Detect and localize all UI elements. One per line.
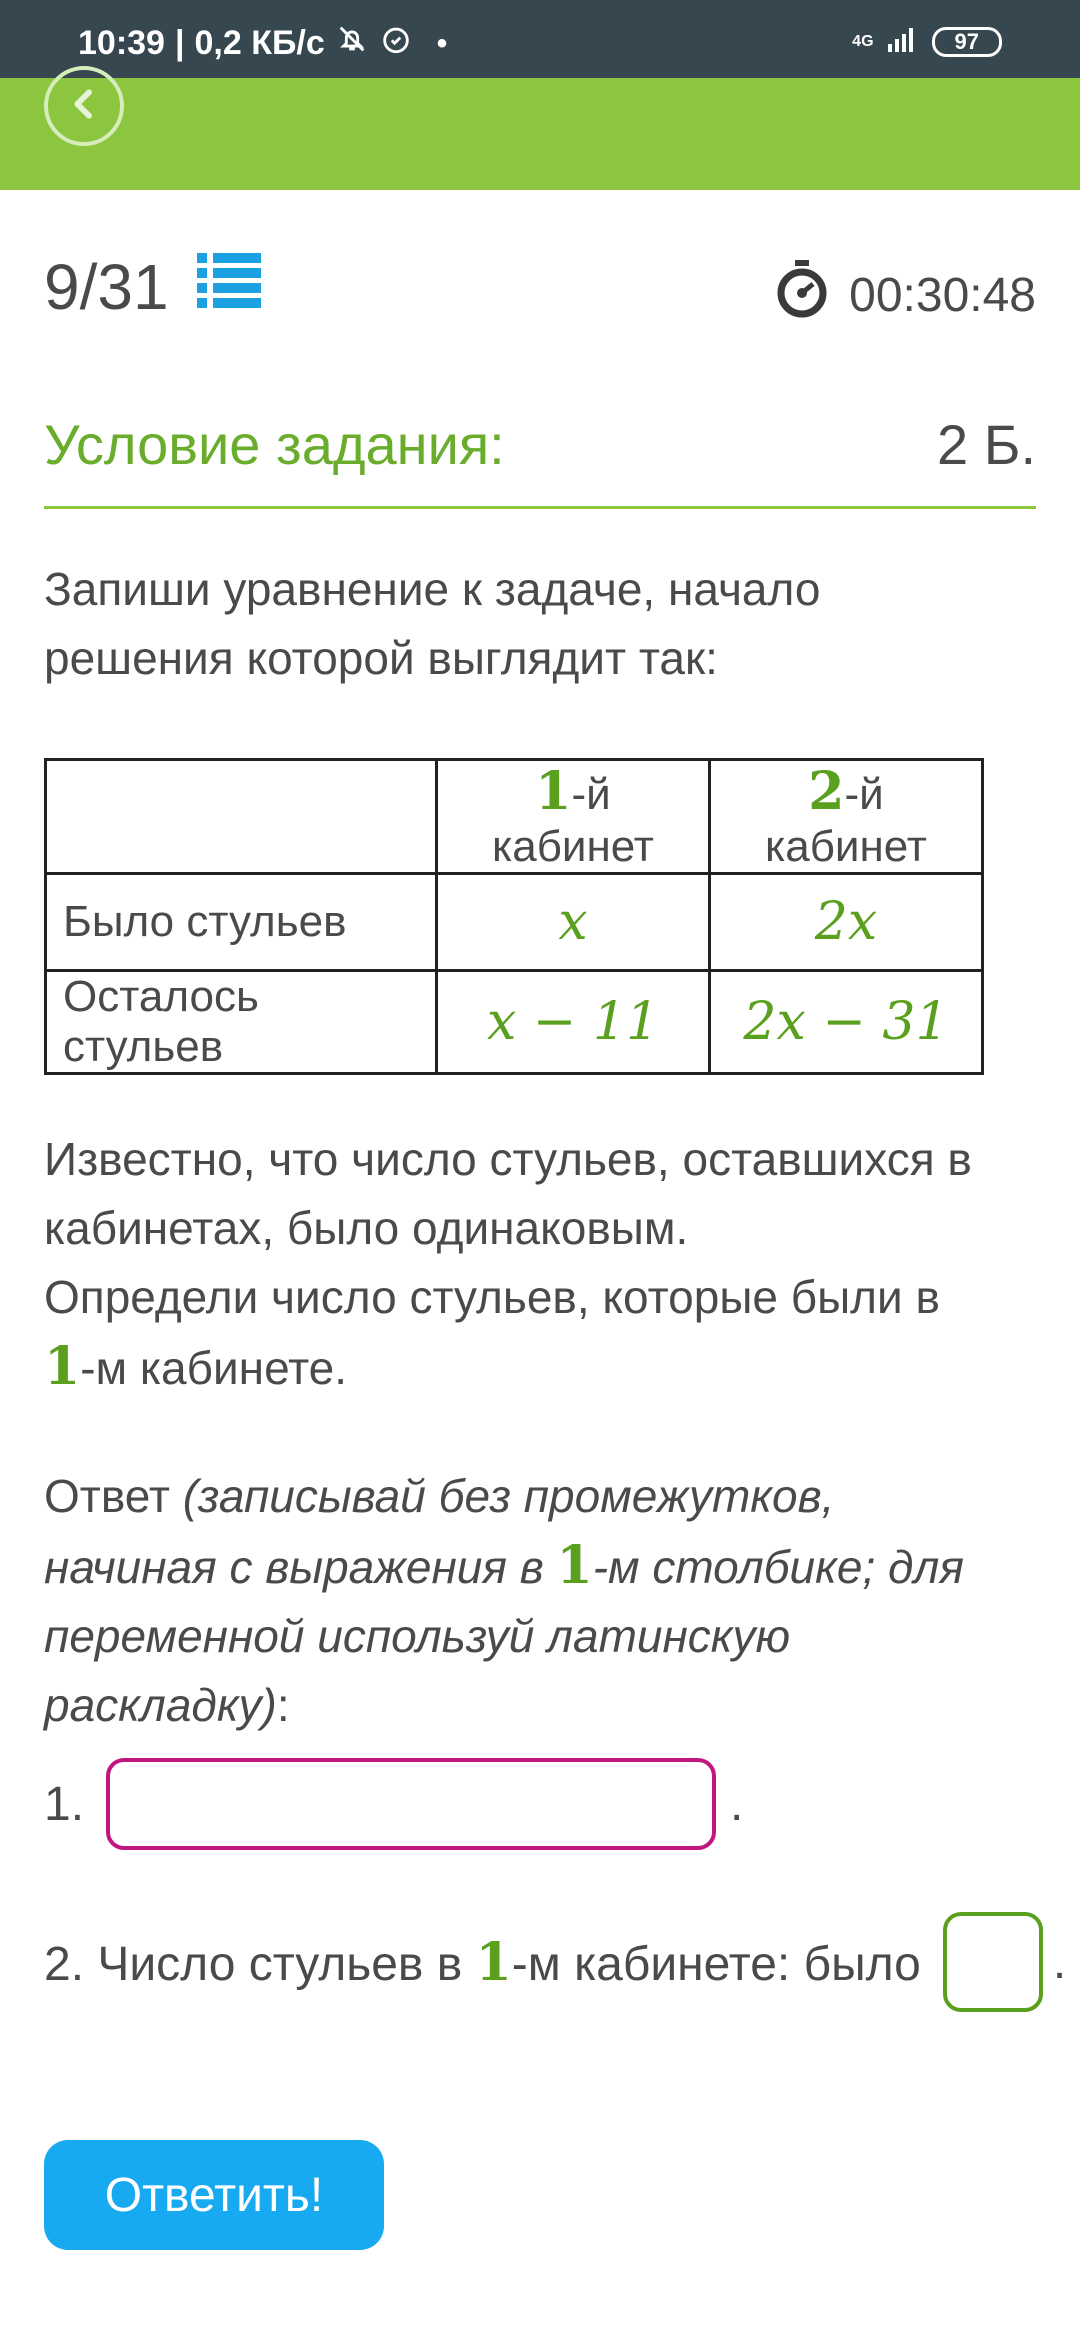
answer-hint-number: 1 — [556, 1535, 593, 1596]
back-button[interactable] — [44, 66, 124, 146]
header-text: -й кабинет — [765, 770, 927, 871]
answer-colon: : — [276, 1679, 290, 1731]
table-header-cell — [710, 760, 983, 874]
table-header-row — [46, 760, 983, 874]
header-text: -й кабинет — [492, 770, 654, 871]
timer-value: 00:30:48 — [849, 268, 1036, 322]
question-counter-text — [44, 250, 169, 324]
determine-text: Определи число стульев, которые были в — [44, 1271, 940, 1323]
task-intro: Запиши уравнение к задаче, начало решения которой выглядит так: — [44, 563, 821, 684]
table-row — [46, 874, 983, 971]
header-number: 2 — [808, 761, 845, 822]
back-arrow-icon — [64, 84, 104, 129]
table-header-cell — [437, 760, 710, 874]
app-bar — [0, 78, 1080, 190]
status-network-speed: 0,2 КБ/с — [194, 24, 325, 62]
status-right — [852, 26, 1002, 57]
table-cell-math: x — [437, 874, 710, 971]
signal-icon — [888, 26, 918, 57]
table-cell-math: x − 11 — [437, 971, 710, 1074]
total-questions: /31 — [79, 251, 169, 323]
answer-word: Ответ — [44, 1470, 183, 1522]
network-type: 4G — [852, 32, 874, 50]
current-question: 9 — [44, 251, 80, 323]
answer-1-suffix: . — [730, 1777, 744, 1831]
determine-text-end: -м кабинете. — [80, 1342, 348, 1394]
dot-icon: • — [436, 26, 448, 60]
answer-2-number: 1 — [475, 1931, 512, 1993]
timer — [775, 260, 1036, 330]
status-left — [78, 22, 447, 65]
answer-2-label-text: 2. Число стульев в — [44, 1937, 476, 1991]
equation-input[interactable] — [106, 1758, 716, 1850]
row-label: Было стульев — [46, 874, 437, 971]
answer-2-suffix: . — [1052, 1935, 1067, 1989]
answer-row-1 — [44, 1758, 743, 1850]
stopwatch-icon — [775, 260, 829, 330]
progress-row — [44, 250, 1036, 330]
table-row — [46, 971, 983, 1074]
condition-known: Известно, что число стульев, оставшихся в кабинетах, было одинаковым. — [44, 1133, 972, 1254]
answer-2-label — [44, 1932, 921, 1993]
answer-instructions — [44, 1462, 1004, 1740]
answer-1-label: 1. — [44, 1777, 85, 1831]
alarm-icon — [379, 22, 413, 65]
table-cell-math: 2x − 31 — [710, 971, 983, 1074]
status-separator: | — [174, 24, 185, 62]
answer-hint-text-end: -м столбике; для переменной используй латинскую раскладку) — [44, 1541, 964, 1731]
list-icon[interactable] — [197, 250, 261, 324]
status-time: 10:39 — [78, 24, 165, 62]
condition-determine — [44, 1263, 1004, 1403]
header-number: 1 — [535, 761, 572, 822]
determine-number: 1 — [44, 1336, 81, 1397]
table-header-empty — [46, 760, 437, 874]
table-cell-math: 2x — [710, 874, 983, 971]
bell-off-icon — [335, 22, 369, 65]
question-counter — [44, 250, 261, 324]
answer-2-label-end: -м кабинете: было — [511, 1937, 921, 1991]
task-table — [44, 758, 984, 1075]
task-header — [44, 412, 1036, 509]
status-bar — [0, 0, 1080, 78]
row-label: Осталось стульев — [46, 971, 437, 1074]
task-points: 2 Б. — [936, 413, 1036, 476]
battery-icon: 97 — [932, 27, 1002, 57]
submit-button[interactable]: Ответить! — [44, 2140, 384, 2250]
chairs-count-input[interactable] — [943, 1912, 1043, 2012]
task-title: Условие задания: — [44, 413, 505, 476]
answer-row-2 — [44, 1912, 1066, 2012]
task-condition — [44, 1125, 1004, 1403]
answer-hint-text: (записывай без промежутков, начиная с выражения в — [44, 1470, 835, 1593]
